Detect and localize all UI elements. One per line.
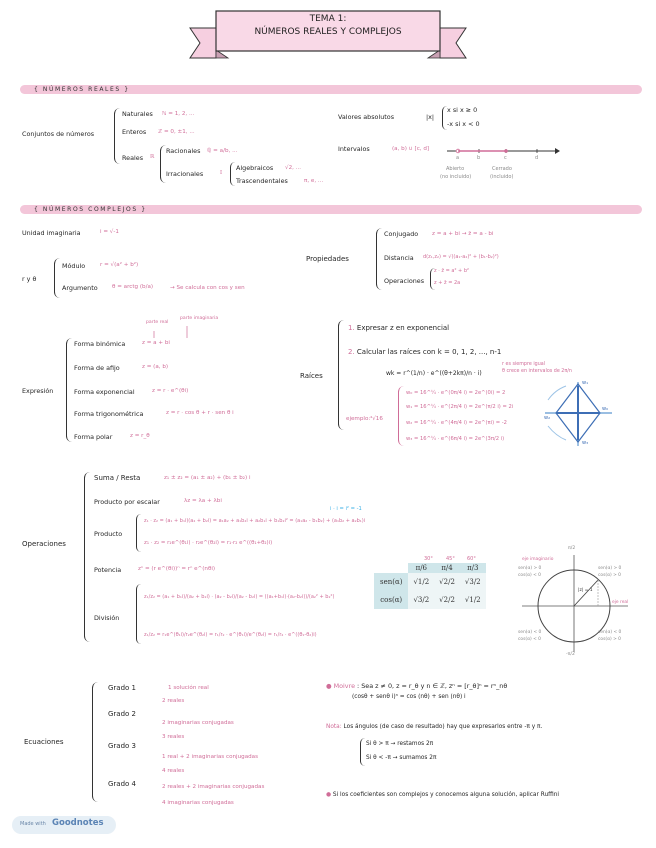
grado-2-label: Grado 2 <box>108 710 136 718</box>
table-cell: √3/2 <box>460 573 486 591</box>
q4-cos: cos(α) > 0 <box>598 637 621 642</box>
grado-4-label: Grado 4 <box>108 780 136 788</box>
ruffini-line: ● Si los coeficientes son complejos y conocemos alguna solución, aplicar Ruffini <box>326 792 560 798</box>
root-w3: w₃ = 16^¼ · e^(6π/4 i) = 2e^(3π/2 i) <box>406 436 505 442</box>
valores-absolutos-label: Valores absolutos <box>338 113 395 121</box>
parte-imag-note: parte imaginaria <box>180 316 219 321</box>
suma-label: Suma / Resta <box>94 474 141 482</box>
brace <box>338 320 345 430</box>
enteros-value: ℤ = 0, ±1, ... <box>158 129 195 135</box>
distancia-value: d(z₁,z₂) = √((a₁-a₂)² + (b₁-b₂)²) <box>423 254 499 260</box>
eje-imaginario-label: eje imaginario <box>522 557 554 562</box>
forma-trigonometrica-label: Forma trigonométrica <box>74 410 144 418</box>
q1-cos: cos(α) > 0 <box>598 573 621 578</box>
table-header: π/6 <box>408 563 434 573</box>
q3-cos: cos(α) < 0 <box>518 637 541 642</box>
raices-note-2: θ crece en intervalos de 2π/n <box>502 369 572 374</box>
suma-value: z₁ ± z₂ = (a₁ ± a₂) + (b₁ ± b₂) i <box>164 475 251 481</box>
brace <box>92 682 100 802</box>
nota-rule-1: Si θ > π → restamos 2π <box>366 741 434 747</box>
minus-pi-half-label: -π/2 <box>566 652 575 657</box>
grado-4-imag: 4 imaginarias conjugadas <box>162 800 234 806</box>
forma-binomica-label: Forma binómica <box>74 340 126 348</box>
escalar-value: λz = λa + λbi <box>184 498 222 504</box>
q1-sen: sen(α) > 0 <box>598 566 622 571</box>
brace <box>84 472 92 642</box>
raices-step-2-text: Calcular las raíces con k = 0, 1, 2, ..., n-1 <box>356 348 502 356</box>
escalar-label: Producto por escalar <box>94 498 160 506</box>
forma-afijo-label: Forma de afijo <box>74 364 120 372</box>
radius-label: |z| = 1 <box>578 588 593 593</box>
raices-step-2: 2. Calcular las raíces con k = 0, 1, 2, ..., n-1 <box>348 348 502 356</box>
naturales-label: Naturales <box>122 110 153 118</box>
q3-sen: sen(α) < 0 <box>518 630 542 635</box>
roots-diagram <box>545 382 612 446</box>
ecuaciones-label: Ecuaciones <box>24 738 64 746</box>
brace <box>230 162 235 186</box>
angle-45: 45° <box>446 556 455 562</box>
table-header: π/4 <box>434 563 460 573</box>
raices-formula: wk = r^(1/n) · e^((θ+2kπ)/n · i) <box>386 370 482 377</box>
goodnotes-brand: Goodnotes <box>52 818 104 828</box>
grado-3-imag: 1 real + 2 imaginarias conjugadas <box>162 754 259 760</box>
title-line-1: TEMA 1: <box>309 14 347 24</box>
algebraicos-value: √2, ... <box>285 165 302 171</box>
table-row-label: cos(α) <box>374 591 408 609</box>
angle-60: 60° <box>467 556 476 562</box>
grado-4-mixed: 2 reales + 2 imaginarias conjugadas <box>162 784 265 790</box>
producto-binomica: z₁ · z₂ = (a₁ + b₁i)(a₂ + b₂i) = a₁a₂ + a₁b₂i + a₂b₁i + b₁b₂i² = (a₁a₂ - b₁b₂) + (a₁b₂ + a₂b₁)i <box>144 518 366 524</box>
forma-polar-value: z = r_θ <box>130 433 150 439</box>
root-w0: w₀ = 16^¼ · e^(0π/4 i) = 2e^(0i) = 2 <box>406 390 506 396</box>
tick-b: b <box>477 155 481 161</box>
grado-4-real: 4 reales <box>162 768 185 774</box>
grado-2-imag: 2 imaginarias conjugadas <box>162 720 234 726</box>
parte-real-note: parte real <box>146 320 169 325</box>
forma-afijo-value: z = (a, b) <box>142 364 169 370</box>
argumento-value: θ = arctg (b/a) <box>112 284 154 290</box>
tick-c: c <box>504 155 507 161</box>
raices-note-1: r es siempre igual <box>502 362 546 367</box>
table-row <box>374 573 486 591</box>
argumento-label: Argumento <box>62 284 98 292</box>
title-line-2: NÚMEROS REALES Y COMPLEJOS <box>254 27 402 37</box>
table-header: π/3 <box>460 563 486 573</box>
abierto-note: (no incluido) <box>440 174 472 180</box>
brace <box>376 228 382 290</box>
tick-d: d <box>535 155 539 161</box>
potencia-label: Potencia <box>94 566 122 574</box>
diagram-w1: w₁ <box>582 380 589 386</box>
grado-3-real: 3 reales <box>162 734 185 740</box>
reales-symbol: ℝ <box>150 154 155 160</box>
grado-1-value: 1 solución real <box>168 685 209 691</box>
operaciones-prop-label: Operaciones <box>384 277 425 285</box>
abierto-label: Abierto <box>446 166 465 172</box>
grado-3-label: Grado 3 <box>108 742 136 750</box>
reales-label: Reales <box>122 154 144 162</box>
ejemplo-value: ⁴√16 <box>370 416 383 422</box>
cerrado-note: (incluido) <box>490 174 514 180</box>
diagram-w2: w₂ <box>544 415 551 421</box>
modulo-label: Módulo <box>62 262 86 270</box>
table-cell: √1/2 <box>408 573 434 591</box>
prop-op-2: z + z̄ = 2a <box>434 280 461 286</box>
nota-text: Los ángulos (de caso de resultado) hay que expresarlos entre -π y π. <box>343 724 543 730</box>
nota-line <box>326 724 542 730</box>
operaciones-label: Operaciones <box>22 540 66 548</box>
r-theta-label: r y θ <box>22 275 37 283</box>
forma-binomica-value: z = a + bi <box>142 340 170 346</box>
distancia-label: Distancia <box>384 254 414 262</box>
diagram-w3: w₃ <box>582 440 589 446</box>
intervalos-value: (a, b) ∪ [c, d] <box>392 146 430 152</box>
division-label: División <box>94 614 120 622</box>
irracionales-label: Irracionales <box>166 170 204 178</box>
cerrado-label: Cerrado <box>492 166 512 172</box>
brace <box>360 738 365 766</box>
moivre-value: Sea z ≠ 0, z = r_θ y n ∈ ℤ, zⁿ = [r_θ]ⁿ = rⁿ_nθ <box>361 682 508 690</box>
potencia-value: zⁿ = (r e^(θi))ⁿ = rⁿ e^(nθi) <box>138 566 216 572</box>
intervalos-label: Intervalos <box>338 145 370 153</box>
pi-half-label: π/2 <box>568 546 576 551</box>
made-with-label: Made with <box>20 821 46 827</box>
brace <box>66 338 73 442</box>
abs-case-2: -x si x < 0 <box>447 120 480 128</box>
table-cell: √2/2 <box>434 573 460 591</box>
raices-label: Raíces <box>300 372 323 380</box>
diagram-w0: w₀ <box>602 406 609 412</box>
moivre-label: Moivre <box>333 682 356 690</box>
brace <box>136 584 141 644</box>
unidad-imaginaria-value: i = √-1 <box>100 229 119 235</box>
grado-1-label: Grado 1 <box>108 684 136 692</box>
table-corner <box>374 563 408 573</box>
producto-label: Producto <box>94 530 123 538</box>
moivre-line: ● Moivre : Sea z ≠ 0, z = r_θ y n ∈ ℤ, zⁿ = [r_θ]ⁿ = rⁿ_nθ <box>326 682 508 690</box>
moivre-formula-2: (cosθ + senθ i)ⁿ = cos (nθ) + sen (nθ) i <box>352 694 466 700</box>
eje-real-label: eje real <box>612 600 629 605</box>
nota-rule-2: Si θ < -π → sumamos 2π <box>366 755 437 761</box>
trascendentales-value: π, e, ... <box>304 178 324 184</box>
q2-cos: cos(α) < 0 <box>518 573 541 578</box>
conjugado-label: Conjugado <box>384 230 419 238</box>
irracionales-symbol: 𝕀 <box>220 170 223 176</box>
table-row <box>374 591 486 609</box>
division-binomica: z₁/z₂ = (a₁ + b₁i)/(a₂ + b₂i) · (a₂ - b₂i)/(a₂ - b₂i) = ((a₁+b₁i)·(a₂-b₂i))/(a₂² + b₂²) <box>144 594 335 600</box>
root-w2: w₂ = 16^¼ · e^(4π/4 i) = 2e^(πi) = -2 <box>406 420 507 426</box>
ejemplo-label: ejemplo: <box>346 416 371 422</box>
table-cell: √3/2 <box>408 591 434 609</box>
brace <box>136 514 141 552</box>
brace <box>398 386 404 446</box>
root-w1: w₁ = 16^¼ · e^(2π/4 i) = 2e^(π/2 i) = 2i <box>406 404 514 410</box>
producto-exponencial: z₁ · z₂ = r₁e^(θ₁i) · r₂e^(θ₂i) = r₁·r₂ e^((θ₁+θ₂)i) <box>144 540 273 546</box>
section-title-reales: { NÚMEROS REALES } <box>34 86 130 93</box>
racionales-label: Racionales <box>166 147 201 155</box>
conjuntos-label: Conjuntos de números <box>22 130 95 138</box>
racionales-value: ℚ = a/b, ... <box>207 148 238 154</box>
forma-exponencial-label: Forma exponencial <box>74 388 135 396</box>
expresion-label: Expresión <box>22 387 54 395</box>
table-row <box>374 563 486 573</box>
modulo-value: r = √(a² + b²) <box>100 262 139 268</box>
propiedades-label: Propiedades <box>306 255 349 263</box>
brace <box>114 108 120 164</box>
table-row-label: sen(α) <box>374 573 408 591</box>
q2-sen: sen(α) > 0 <box>518 566 542 571</box>
forma-polar-label: Forma polar <box>74 433 113 441</box>
prop-op-1: z · z̄ = a² + b² <box>434 268 469 274</box>
forma-trigonometrica-value: z = r · cos θ + r · sen θ i <box>166 410 234 416</box>
section-title-complejos: { NÚMEROS COMPLEJOS } <box>34 206 147 213</box>
brace <box>54 258 60 298</box>
angle-30: 30° <box>424 556 433 562</box>
nota-label: Nota: <box>326 724 342 730</box>
raices-step-1: 1. Expresar z en exponencial <box>348 324 450 332</box>
trig-table <box>374 563 486 609</box>
argumento-note: → Se calcula con cos y sen <box>170 285 245 291</box>
forma-exponencial-value: z = r · e^(θi) <box>152 388 189 394</box>
unidad-imaginaria-label: Unidad imaginaria <box>22 229 81 237</box>
conjugado-value: z = a + bi → z̄ = a - bi <box>432 231 494 237</box>
division-exponencial: z₁/z₂ = r₁e^(θ₁i)/r₂e^(θ₂i) = r₁/r₂ · e^(θ₁i)/e^(θ₂i) = r₁/r₂ · e^((θ₁-θ₂)i) <box>144 632 317 638</box>
grado-2-real: 2 reales <box>162 698 185 704</box>
raices-step-1-text: Expresar z en exponencial <box>356 324 450 332</box>
table-cell: √1/2 <box>460 591 486 609</box>
abs-lhs: |x| <box>426 113 435 121</box>
naturales-value: ℕ = 1, 2, ... <box>162 111 195 117</box>
tick-a: a <box>456 155 460 161</box>
q4-sen: sen(α) < 0 <box>598 630 622 635</box>
ruffini-text: Si los coeficientes son complejos y conocemos alguna solución, aplicar Ruffini <box>332 792 560 798</box>
i-squared-note: i · i = i² = -1 <box>330 506 362 512</box>
enteros-label: Enteros <box>122 128 147 136</box>
algebraicos-label: Algebraicos <box>236 164 274 172</box>
trascendentales-label: Trascendentales <box>236 177 288 185</box>
abs-case-1: x si x ≥ 0 <box>447 106 478 114</box>
table-cell: √2/2 <box>434 591 460 609</box>
